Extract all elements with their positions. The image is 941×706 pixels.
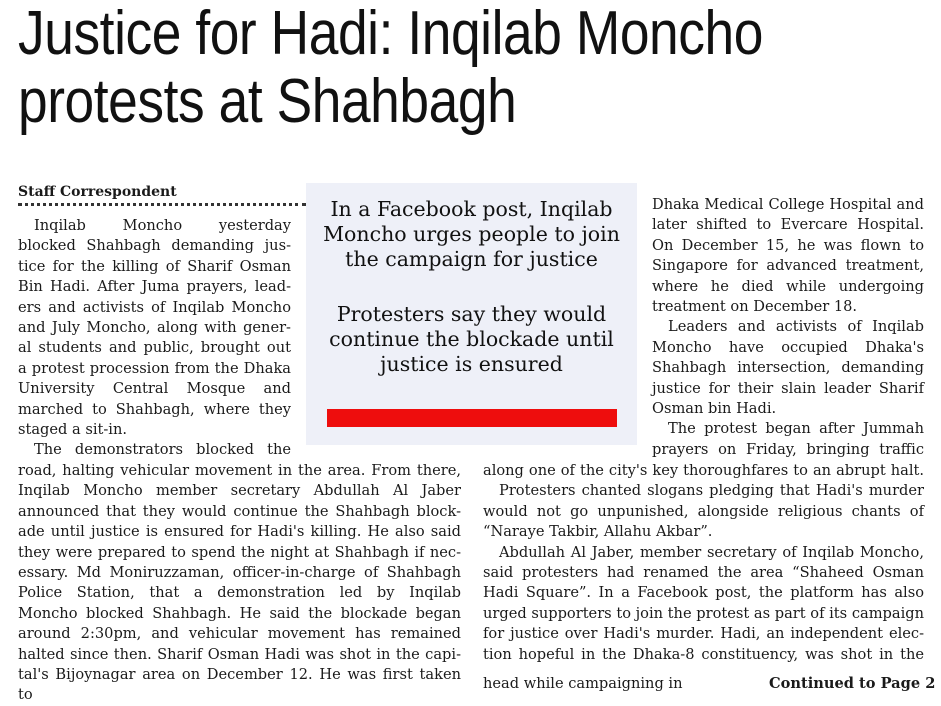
- byline-divider: [18, 203, 306, 206]
- text-line: tal's Bijoynagar area on December 12. He was first taken to: [18, 666, 461, 704]
- text-line: prayers on Friday, bringing traffic: [652, 440, 924, 458]
- text-line: where he died while undergoing: [652, 277, 924, 295]
- text-line: On December 15, he was flown to: [652, 236, 924, 254]
- text-line: said protesters had renamed the area “Shaheed Osman: [483, 564, 924, 581]
- pull-quote-2-line-3: justice is ensured: [380, 352, 563, 376]
- text-line: around 2:30pm, and vehicular movement has remained: [18, 625, 461, 643]
- text-line: tice for the killing of Sharif Osman: [18, 257, 291, 275]
- text-line: Protesters chanted slogans pledging that Hadi's murder: [499, 482, 924, 500]
- text-line: Singapore for advanced treatment,: [652, 257, 924, 275]
- text-line: a protest procession from the Dhaka: [18, 359, 291, 377]
- text-line: Osman bin Hadi.: [652, 400, 777, 417]
- continued-jump[interactable]: [769, 674, 935, 694]
- text-line: later shifted to Evercare Hospital.: [652, 216, 924, 234]
- text-line: blocked Shahbagh demanding jus-: [18, 237, 291, 255]
- continued-label: Continued to Page 2: [769, 675, 936, 692]
- text-line: Inqilab Moncho member secretary Abdullah Al Jaber: [18, 482, 461, 500]
- headline-line-2: protests at Shahbagh: [18, 67, 517, 136]
- text-line: University Central Mosque and: [18, 380, 291, 398]
- text-line: al students and public, brought out: [18, 339, 291, 357]
- text-line: “Naraye Takbir, Allahu Akbar”.: [483, 523, 713, 541]
- headline-line-1: Justice for Hadi: Inqilab Moncho: [18, 0, 763, 68]
- text-line: marched to Shahbagh, where they: [18, 400, 291, 418]
- text-line: Hadi Square”. In a Facebook post, the platform has also: [483, 584, 924, 602]
- pull-quote-2-line-2: continue the blockade until: [329, 327, 614, 351]
- text-line: ade until justice is ensured for Hadi's killing. He also said: [18, 523, 461, 541]
- text-line: Police Station, that a demonstration led by Inqilab: [18, 584, 461, 602]
- text-line: Bin Hadi. After Juma prayers, lead-: [18, 278, 291, 296]
- text-line: Shahbagh intersection, demanding: [652, 359, 924, 377]
- pull-quote-box: [306, 183, 637, 445]
- pull-quote-1-line-2: Moncho urges people to join: [323, 222, 620, 246]
- text-line: Leaders and activists of Inqilab: [668, 318, 924, 336]
- text-line: Moncho blocked Shahbagh. He said the blockade began: [18, 604, 461, 622]
- text-line: would not go unpunished, alongside religious chants of: [483, 502, 924, 520]
- text-line: ers and activists of Inqilab Moncho: [18, 298, 291, 316]
- text-line: urged supporters to join the protest as part of its campaign: [483, 604, 924, 622]
- pull-quote-1-line-1: In a Facebook post, Inqilab: [330, 197, 613, 221]
- text-line: The demonstrators blocked the: [34, 441, 291, 459]
- text-line: treatment on December 18.: [652, 298, 858, 315]
- text-line: and July Moncho, along with gener-: [18, 319, 291, 336]
- article-last-line: head while campaigning in: [483, 675, 683, 692]
- text-line: road, halting vehicular movement in the area. From there,: [18, 462, 461, 479]
- text-line: for justice over Hadi's murder. Hadi, an independent elec-: [483, 625, 924, 643]
- text-line: Abdullah Al Jaber, member secretary of Inqilab Moncho,: [499, 543, 924, 561]
- text-line: staged a sit-in.: [18, 421, 128, 438]
- text-line: justice for their slain leader Sharif: [652, 379, 924, 397]
- text-line: Moncho have occupied Dhaka's: [652, 338, 924, 356]
- pull-quote-accent-bar: [327, 409, 617, 427]
- text-line: tion hopeful in the Dhaka-8 constituency, was shot in the: [483, 645, 924, 663]
- text-line: Inqilab Moncho yesterday: [34, 217, 291, 234]
- byline: Staff Correspondent: [18, 184, 177, 200]
- text-line: along one of the city's key thoroughfares to an abrupt halt.: [483, 462, 924, 479]
- text-line: they were prepared to spend the night at Shahbagh if nec-: [18, 543, 461, 561]
- text-line: announced that they would continue the Shahbagh block-: [18, 502, 461, 520]
- pull-quote-1-line-3: the campaign for justice: [345, 247, 598, 271]
- text-line: Dhaka Medical College Hospital and: [652, 196, 924, 213]
- text-line: essary. Md Moniruzzaman, officer-in-charge of Shahbagh: [18, 564, 461, 581]
- pull-quote-2-line-1: Protesters say they would: [336, 302, 607, 326]
- text-line: halted since then. Sharif Osman Hadi was shot in the capi-: [18, 645, 461, 663]
- headline: [18, 0, 805, 136]
- text-line: The protest began after Jummah: [668, 420, 924, 438]
